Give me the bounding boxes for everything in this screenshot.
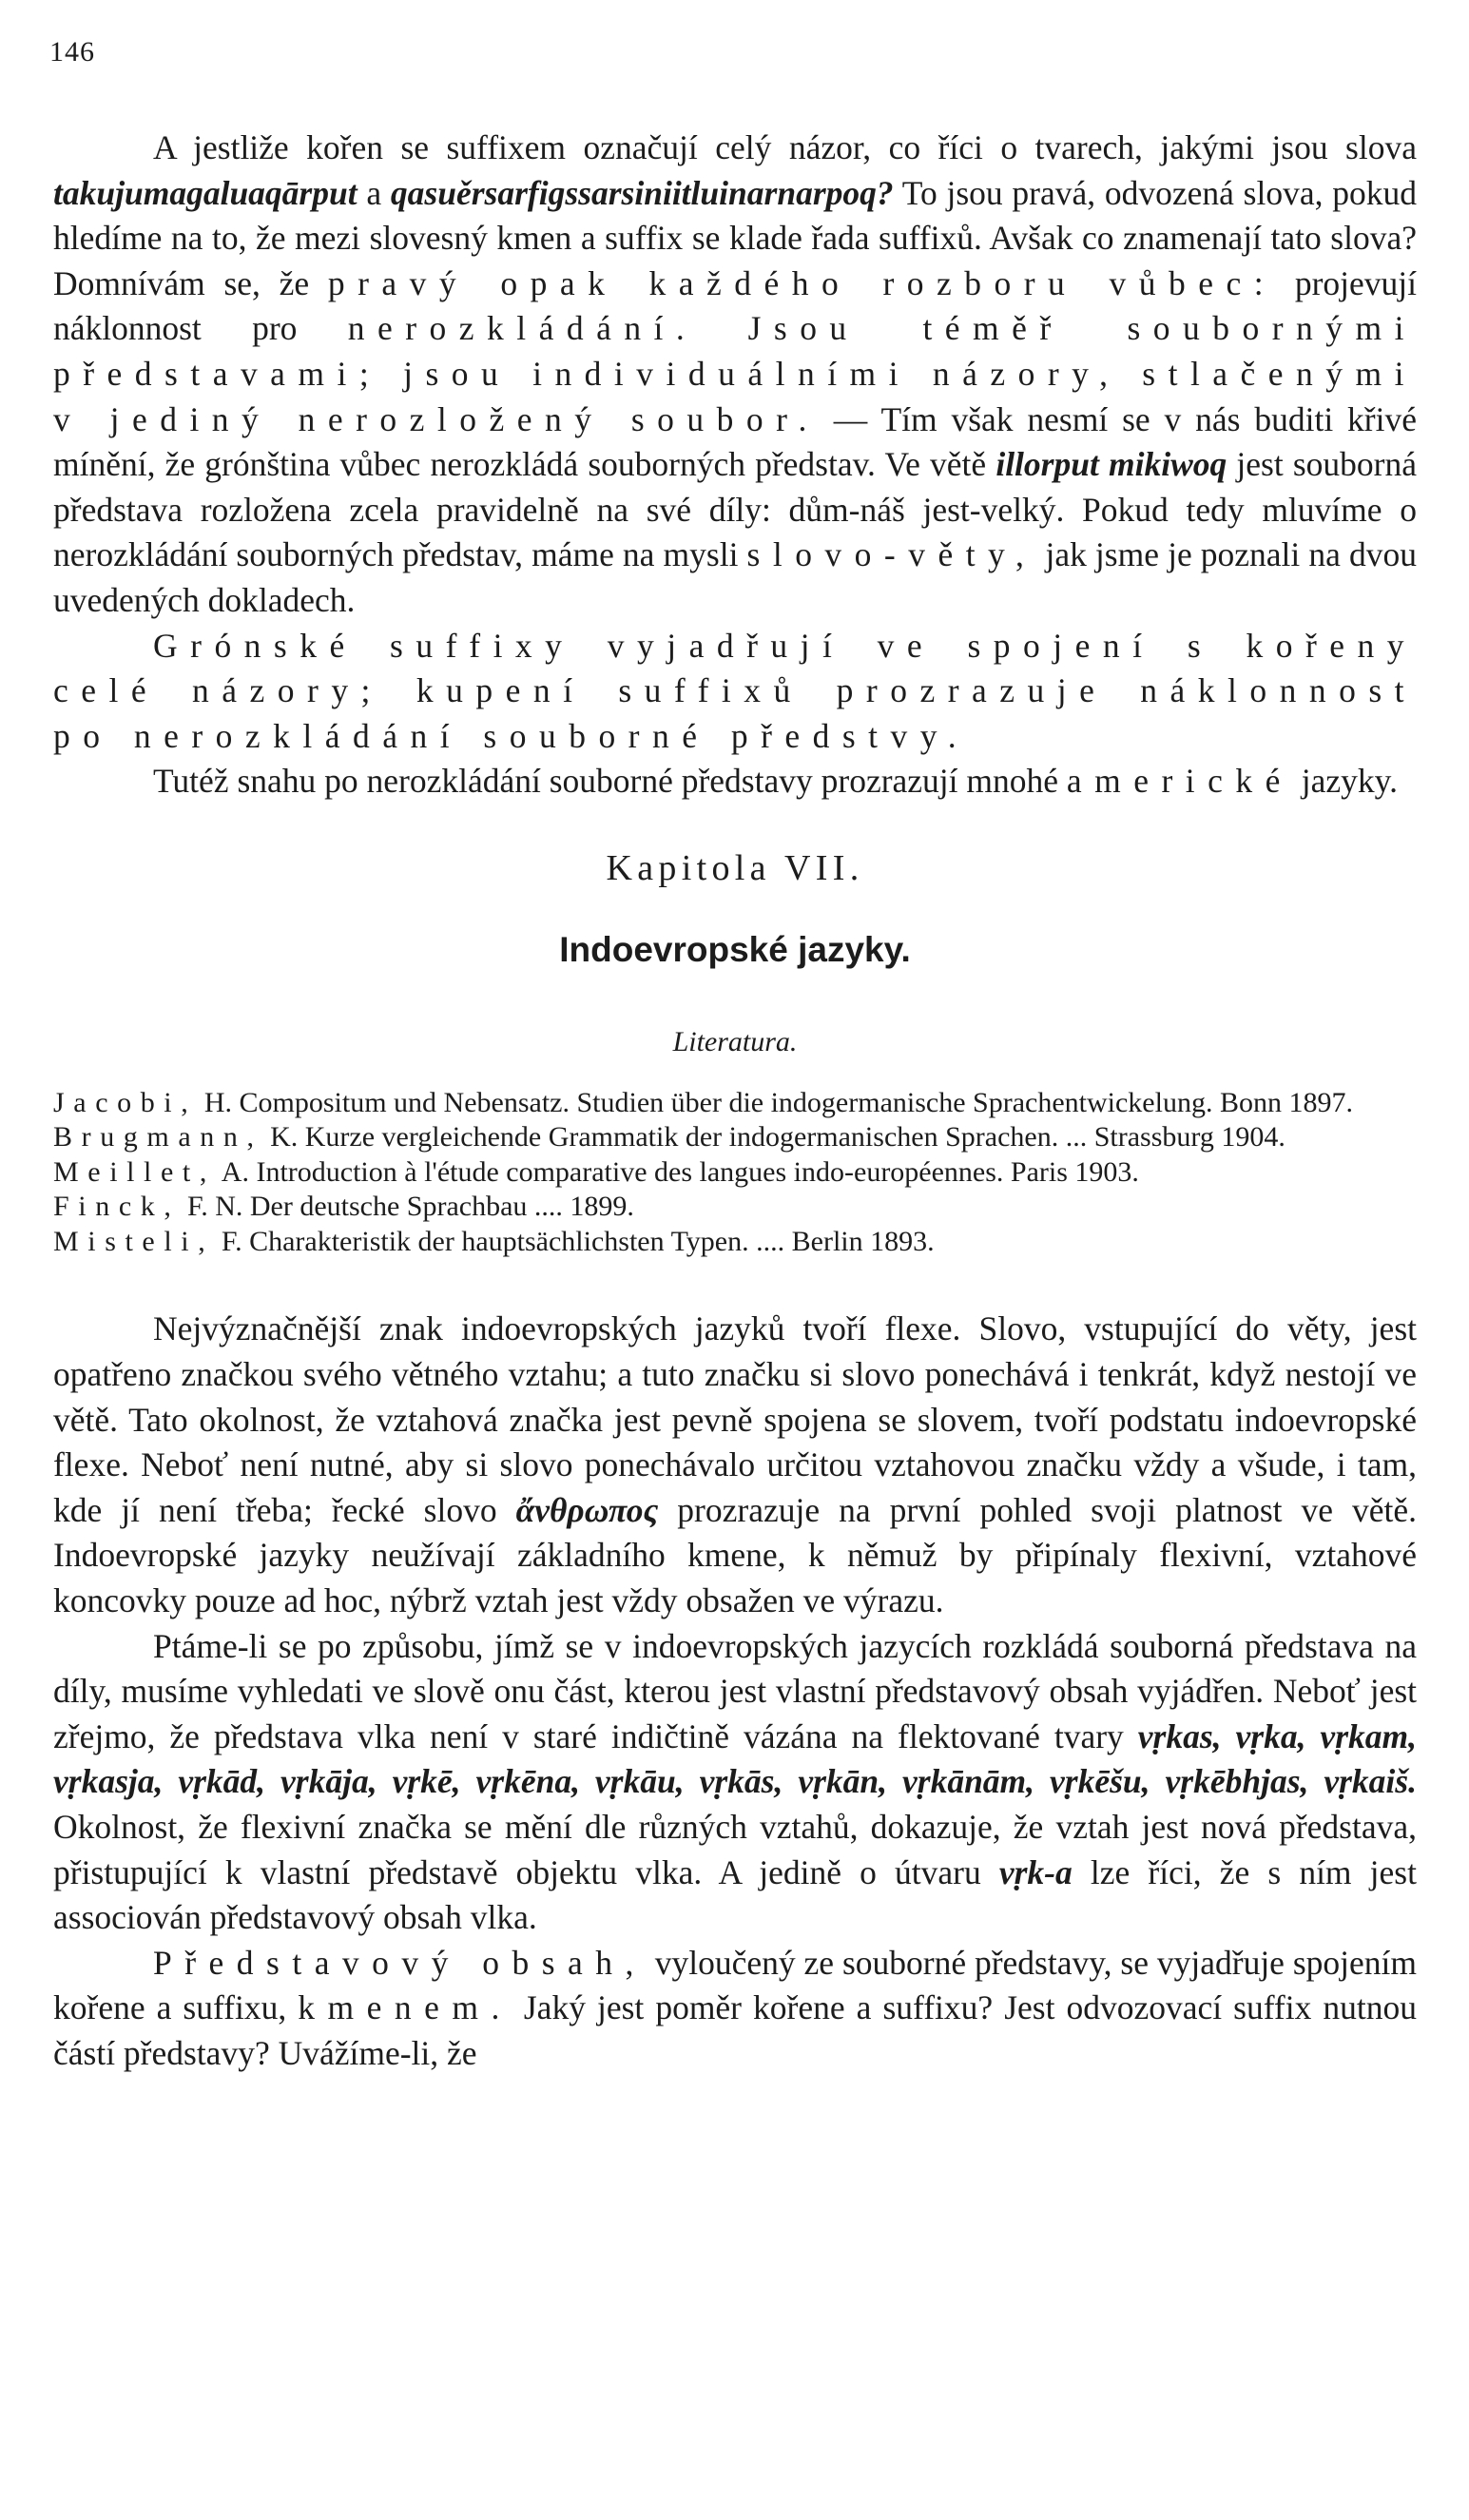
- text-run: Okolnost, že flexivní značka se mění dle různých vztahů, dokazuje, že vztah jest nová představa, přistupující k vlastní představě objektu vlka. A jedině o útvaru: [53, 1807, 1417, 1891]
- section-heading: Indoevropské jazyky.: [559, 929, 911, 969]
- italic-term: vṛkas, vṛka, vṛkam, vṛkasja, vṛkād, vṛkāja, vṛkē, vṛkēna, vṛkāu, vṛkās, vṛkān, vṛkānām, vṛkēšu, vṛkēbhjas, vṛkaiš.: [53, 1716, 1417, 1801]
- emphasis-spaced-text: Jsou téměř soubornými představami; jsou individuálními názory, stlačenými v jediný nerozložený soubor.: [53, 309, 1417, 438]
- italic-term: takujumagaluaqārput: [53, 173, 358, 212]
- page-number: 146: [49, 36, 95, 68]
- text-run: jest souborná představa rozložena zcela pravidelně na své díly: dům-náš jest-velký. Pokud tedy mluvíme o nerozkládání souborných představ, máme na mysli: [53, 445, 1418, 574]
- italic-term: vṛk-a: [998, 1852, 1073, 1891]
- paragraph-american-languages: [53, 759, 1417, 804]
- text-run: prozrazuje na první pohled svoji platnost ve větě. Indoevropské jazyky neužívají základního kmene, k němuž by připínaly flexivní, vztahové koncovky pouze ad hoc, nýbrž vztah jest vždy obsažen ve výrazu.: [53, 1490, 1417, 1619]
- emphasis-spaced-text: Představový obsah,: [153, 1943, 647, 1982]
- text-run: Tutéž snahu po nerozkládání souborné představy prozrazují mnohé: [153, 762, 1067, 801]
- text-run: — Tím však nesmí se v nás buditi křivé mínění, že grónština vůbec nerozkládá souborných představ. Ve větě: [53, 399, 1417, 484]
- text-run: projevují náklonnost pro: [53, 263, 1417, 348]
- emphasis-spaced-text: kmenem.: [298, 1988, 512, 2027]
- paragraph-stem-suffix: [53, 1941, 1417, 2077]
- text-run: Nejvýznačnější znak indoevropských jazyků tvoří flexe. Slovo, vstupující do věty, jest opatřeno značkou svého větného vztahu; a tuto značku si slovo ponechává i tenkrát, když nestojí ve větě. Tato okolnost, že vztahová značka jest pevně spojena se slovem, tvoří podstatu indoevropské flexe. Neboť není nutné, aby si slovo ponechávalo určitou vztahovou značku vždy a všude, i tam, kde jí není třeba; řecké slovo: [53, 1309, 1417, 1529]
- paragraphs-top: [53, 126, 1417, 804]
- paragraph-greenlandic-suffixes: [53, 624, 1417, 760]
- emphasis-spaced-text: pravý opak každého rozboru vůbec:: [327, 263, 1277, 302]
- italic-term: illorput mikiwoq: [995, 445, 1227, 484]
- emphasis-spaced-text: americké: [1066, 762, 1293, 801]
- reference-entry: Jacobi, H. Compositum und Nebensatz. Studien über die indogermanische Sprachentwickelung. Bonn 1897.: [53, 1086, 1353, 1118]
- emphasis-spaced-text: slovo-věty,: [746, 535, 1037, 574]
- text-run: Jaký jest poměr kořene a suffixu? Jest odvozovací suffix nutnou částí představy? Uvážíme-li, že: [53, 1988, 1417, 2072]
- reference-entry: Meillet, A. Introduction à l'étude comparative des langues indo-européennes. Paris 1903.: [53, 1155, 1139, 1188]
- reference-entry: Brugmann, K. Kurze vergleichende Grammatik der indogermanischen Sprachen. ... Strassburg 1904.: [53, 1121, 1285, 1153]
- chapter-label: Kapitola VII.: [606, 847, 864, 888]
- text-run: a: [357, 173, 391, 212]
- text-run: jazyky.: [1292, 762, 1398, 801]
- italic-term: ἄνθρωπος: [515, 1490, 659, 1529]
- text-run: Ptáme-li se po způsobu, jímž se v indoevropských jazycích rozkládá souborná představa na díly, musíme vyhledati ve slově onu část, kterou jest vlastní představový obsah vyjádřen. Neboť jest zřejmo, že představa vlka není v staré indičtině vázána na flektované tvary: [53, 1626, 1417, 1755]
- text-run: [697, 309, 747, 347]
- italic-term: qasuěrsarfigssarsiniitluinarnarpoq?: [390, 173, 894, 212]
- paragraph-greenlandic-words: [53, 126, 1417, 624]
- text-run: vyloučený ze souborné představy, se vyjadřuje spojením kořene a suffixu,: [53, 1943, 1417, 2027]
- text-run: jak jsme je poznali na dvou uvedených dokladech.: [53, 535, 1417, 619]
- text-run: lze říci, že s ním jest associován představový obsah vlka.: [53, 1852, 1417, 1937]
- paragraph-indoeuropean-flexion: [53, 1307, 1417, 1623]
- paragraphs-bottom: [53, 1307, 1417, 2076]
- emphasis-spaced-text: nerozkládání.: [347, 309, 698, 348]
- literature-title: Literatura.: [672, 1025, 798, 1057]
- reference-entry: Misteli, F. Charakteristik der hauptsächlichsten Typen. .... Berlin 1893.: [53, 1225, 935, 1257]
- emphasis-spaced-text: Grónské suffixy vyjadřují ve spojení s kořeny celé názory; kupení suffixů prozrazuje náklonnost po nerozkládání souborné předstvy.: [53, 626, 1417, 755]
- paragraph-sanskrit-wolf: [53, 1624, 1417, 1941]
- text-run: To jsou pravá, odvozená slova, pokud hledíme na to, že mezi slovesný kmen a suffix se klade řada suffixů. Avšak co znamenají tato slova? Domnívám se, že: [53, 173, 1417, 302]
- reference-entry: Finck, F. N. Der deutsche Sprachbau .... 1899.: [53, 1191, 634, 1223]
- references-list: [53, 1086, 1417, 1260]
- text-column: [53, 126, 1417, 2077]
- text-run: A jestliže kořen se suffixem označují celý názor, co říci o tvarech, jakými jsou slova: [153, 128, 1417, 166]
